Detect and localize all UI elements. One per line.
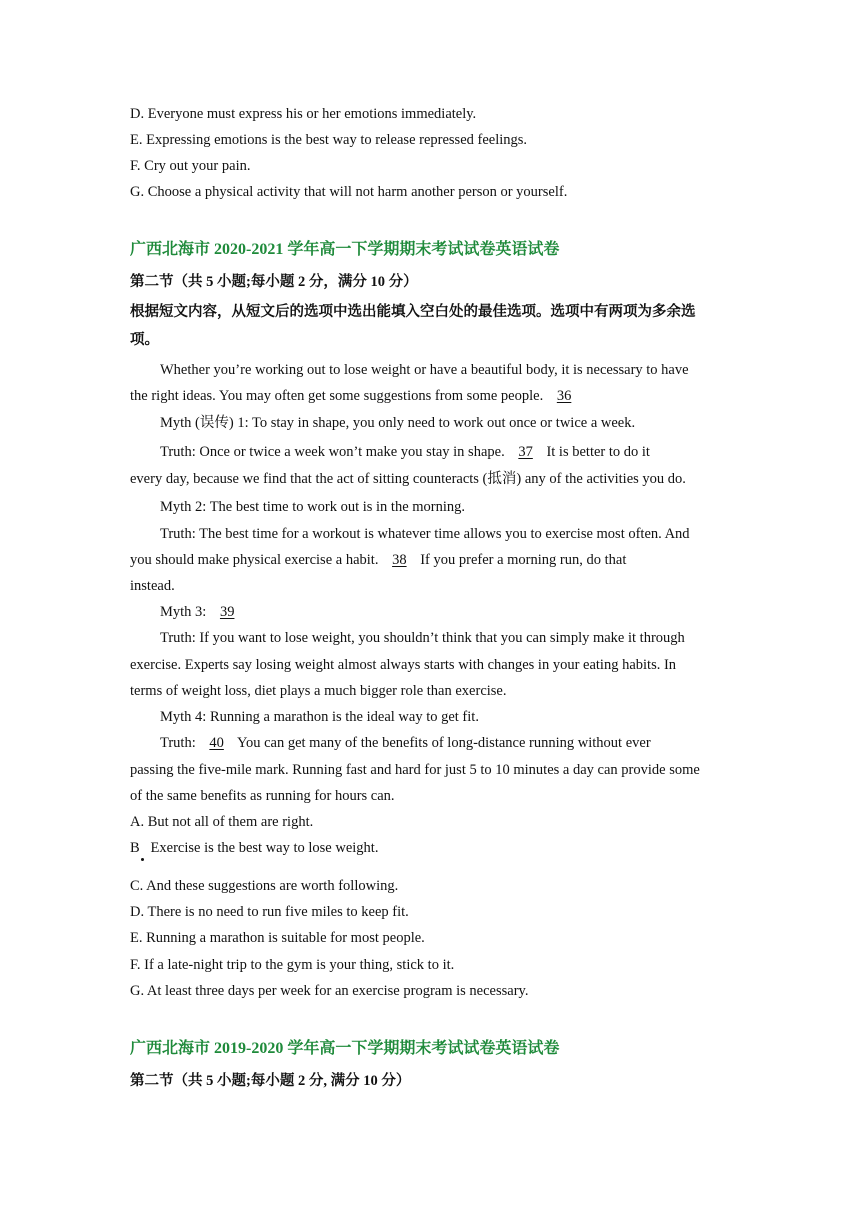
- instruction-line-1: 根据短文内容，从短文后的选项中选出能填入空白处的最佳选项。选项中有两项为多余选: [130, 304, 696, 320]
- myth-1: Myth (误传) 1: To stay in shape, you only need to work out once or twice a week.: [160, 415, 636, 431]
- blank-38: 38: [392, 552, 407, 568]
- paragraph-line: you should make physical exercise a habit. 38 If you prefer a morning run, do that: [130, 552, 627, 568]
- truth-2-line: Truth: The best time for a workout is whatever time allows you to exercise most often. And: [160, 526, 690, 542]
- option-g: G. Choose a physical activity that will not harm another person or yourself.: [130, 184, 568, 200]
- truth-1-line: Truth: Once or twice a week won’t make you stay in shape. 37 It is better to do it: [160, 444, 650, 460]
- section-title: 广西北海市 2020-2021 学年高一下学期期末考试试卷英语试卷: [130, 241, 560, 258]
- option-d: D. Everyone must express his or her emotions immediately.: [130, 106, 477, 122]
- section-title: 广西北海市 2019-2020 学年高一下学期期末考试试卷英语试卷: [130, 1040, 560, 1057]
- option-f: F. If a late-night trip to the gym is your thing, stick to it.: [130, 957, 455, 973]
- option-a: A. But not all of them are right.: [130, 814, 314, 830]
- option-g: G. At least three days per week for an exercise program is necessary.: [130, 983, 529, 999]
- paragraph-line: of the same benefits as running for hours can.: [130, 788, 395, 804]
- blank-40: 40: [209, 735, 224, 751]
- section-part: 第二节（共 5 小题;每小题 2 分，满分 10 分）: [130, 274, 418, 290]
- option-e: E. Running a marathon is suitable for most people.: [130, 930, 425, 946]
- option-c: C. And these suggestions are worth following.: [130, 878, 399, 894]
- option-d: D. There is no need to run five miles to keep fit.: [130, 904, 409, 920]
- option-e: E. Expressing emotions is the best way to release repressed feelings.: [130, 132, 528, 148]
- section-part: 第二节（共 5 小题;每小题 2 分, 满分 10 分）: [130, 1073, 411, 1089]
- option-b: B Exercise is the best way to lose weight.: [130, 840, 379, 856]
- option-f: F. Cry out your pain.: [130, 158, 251, 174]
- paragraph-line: passing the five-mile mark. Running fast and hard for just 5 to 10 minutes a day can provide some: [130, 762, 700, 778]
- blank-36: 36: [556, 388, 572, 404]
- instruction-line-2: 项。: [130, 332, 159, 348]
- stray-dot: [141, 858, 144, 861]
- paragraph-line: exercise. Experts say losing weight almost always starts with changes in your eating habits. In: [130, 657, 677, 673]
- paragraph-line: every day, because we find that the act of sitting counteracts (抵消) any of the activities you do.: [130, 471, 686, 487]
- blank-37: 37: [518, 444, 533, 460]
- myth-2: Myth 2: The best time to work out is in the morning.: [160, 499, 466, 515]
- truth-4-line: Truth: 40 You can get many of the benefits of long-distance running without ever: [160, 735, 651, 751]
- myth-4: Myth 4: Running a marathon is the ideal way to get fit.: [160, 709, 479, 725]
- truth-3-line: Truth: If you want to lose weight, you shouldn’t think that you can simply make it through: [160, 630, 685, 646]
- paragraph-line: instead.: [130, 578, 175, 594]
- paragraph-line: terms of weight loss, diet plays a much bigger role than exercise.: [130, 683, 507, 699]
- myth-3: Myth 3: 39: [160, 602, 244, 622]
- paragraph-line: the right ideas. You may often get some suggestions from some people. 36: [130, 386, 581, 406]
- blank-39: 39: [219, 604, 235, 620]
- paragraph-line: Whether you’re working out to lose weight or have a beautiful body, it is necessary to have: [160, 362, 689, 378]
